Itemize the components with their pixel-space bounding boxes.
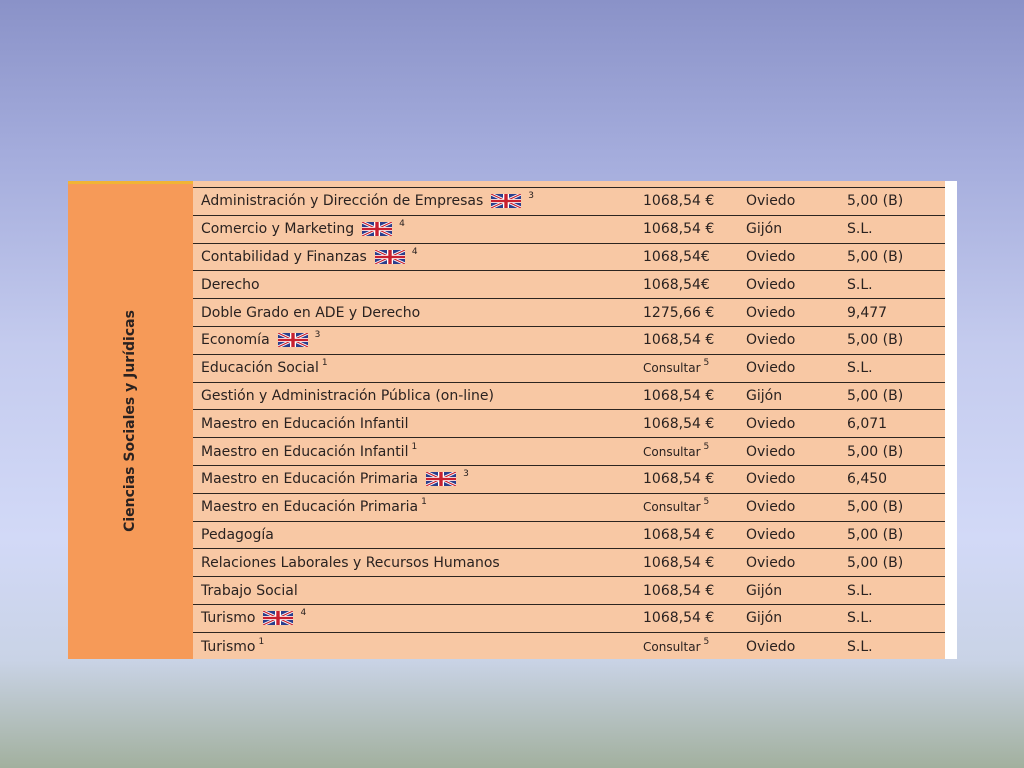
- degree-name-cell: [201, 522, 636, 549]
- campus-cell: Gijón: [746, 582, 783, 599]
- degree-name: Maestro en Educación Primaria: [201, 499, 419, 516]
- cutoff-grade-cell: 5,00 (B): [847, 554, 904, 571]
- degree-name: Gestión y Administración Pública (on-line): [201, 387, 495, 404]
- cutoff-grade-cell: S.L.: [847, 221, 873, 238]
- price-value: 1068,54 €: [643, 221, 715, 238]
- campus-cell: Oviedo: [746, 443, 796, 460]
- price-cell: [643, 355, 743, 382]
- degree-table: [68, 181, 957, 659]
- table-rows: [193, 181, 945, 659]
- price-value: 1275,66 €: [643, 304, 715, 321]
- degree-name-cell: [201, 355, 636, 382]
- footnote-mark: 1: [411, 441, 418, 452]
- cutoff-grade-cell: 5,00 (B): [847, 443, 904, 460]
- degree-name: Derecho: [201, 276, 260, 293]
- degree-name: Pedagogía: [201, 526, 274, 543]
- table-row: [193, 522, 945, 550]
- table-row: [193, 216, 945, 244]
- campus-cell: Oviedo: [746, 360, 796, 377]
- degree-name-cell: [201, 383, 636, 410]
- price-value: Consultar: [643, 639, 701, 654]
- price-value: 1068,54 €: [643, 193, 715, 210]
- campus-cell: Oviedo: [746, 304, 796, 321]
- campus-cell: Oviedo: [746, 638, 796, 655]
- degree-name: Trabajo Social: [201, 582, 298, 599]
- uk-flag-icon: [362, 222, 392, 236]
- footnote-mark: 5: [703, 497, 710, 508]
- degree-name: Relaciones Laborales y Recursos Humanos: [201, 554, 500, 571]
- price-value: 1068,54€: [643, 248, 710, 265]
- cutoff-grade-cell: 5,00 (B): [847, 248, 904, 265]
- degree-name: Maestro en Educación Primaria: [201, 471, 419, 488]
- price-value: Consultar: [643, 500, 701, 515]
- degree-name-cell: [201, 299, 636, 326]
- degree-name-cell: [201, 244, 636, 271]
- price-cell: [643, 549, 743, 576]
- table-edge: [945, 181, 957, 659]
- degree-name-cell: [201, 438, 636, 465]
- price-value: 1068,54 €: [643, 554, 715, 571]
- table-row: [193, 466, 945, 494]
- price-cell: [643, 466, 743, 493]
- price-cell: [643, 383, 743, 410]
- price-value: 1068,54 €: [643, 610, 715, 627]
- degree-name: Administración y Dirección de Empresas: [201, 193, 484, 210]
- cutoff-grade-cell: 5,00 (B): [847, 193, 904, 210]
- degree-name-cell: [201, 549, 636, 576]
- table-row: [193, 494, 945, 522]
- campus-cell: Oviedo: [746, 248, 796, 265]
- table-row: [193, 271, 945, 299]
- price-value: 1068,54 €: [643, 526, 715, 543]
- price-value: Consultar: [643, 361, 701, 376]
- cutoff-grade-cell: 6,071: [847, 415, 888, 432]
- campus-cell: Oviedo: [746, 471, 796, 488]
- footnote-mark: 5: [703, 441, 710, 452]
- price-cell: [643, 271, 743, 298]
- price-cell: [643, 216, 743, 243]
- footnote-mark: 3: [463, 469, 469, 480]
- price-value: 1068,54 €: [643, 471, 715, 488]
- campus-cell: Oviedo: [746, 554, 796, 571]
- cutoff-grade-cell: 5,00 (B): [847, 526, 904, 543]
- degree-name-cell: [201, 633, 636, 661]
- footnote-mark: 4: [411, 246, 418, 257]
- degree-name: Turismo: [201, 638, 256, 655]
- uk-flag-icon: [375, 250, 405, 264]
- degree-name-cell: [201, 605, 636, 632]
- campus-cell: Gijón: [746, 221, 783, 238]
- price-cell: [643, 522, 743, 549]
- degree-name: Turismo: [201, 610, 256, 627]
- price-value: 1068,54 €: [643, 582, 715, 599]
- campus-cell: Oviedo: [746, 415, 796, 432]
- price-cell: [643, 188, 743, 215]
- table-row: [193, 549, 945, 577]
- campus-cell: Oviedo: [746, 193, 796, 210]
- footnote-mark: 1: [258, 636, 265, 647]
- degree-name: Maestro en Educación Infantil: [201, 415, 409, 432]
- price-cell: [643, 438, 743, 465]
- category-label: Ciencias Sociales y Jurídicas: [122, 310, 138, 532]
- cutoff-grade-cell: 5,00 (B): [847, 387, 904, 404]
- price-cell: [643, 605, 743, 632]
- degree-name-cell: [201, 271, 636, 298]
- campus-cell: Gijón: [746, 387, 783, 404]
- footnote-mark: 1: [421, 497, 427, 508]
- degree-name: Maestro en Educación Infantil: [201, 443, 409, 460]
- degree-name: Economía: [201, 332, 270, 349]
- price-cell: [643, 494, 743, 521]
- price-cell: [643, 577, 743, 604]
- uk-flag-icon: [278, 333, 308, 347]
- table-row: [193, 299, 945, 327]
- campus-cell: Gijón: [746, 610, 783, 627]
- footnote-mark: 3: [314, 330, 321, 341]
- cutoff-grade-cell: S.L.: [847, 582, 873, 599]
- degree-name-cell: [201, 410, 636, 437]
- table-row: [193, 188, 945, 216]
- degree-name: Comercio y Marketing: [201, 221, 355, 238]
- degree-name-cell: [201, 216, 636, 243]
- table-row: [193, 355, 945, 383]
- footnote-mark: 5: [703, 636, 710, 647]
- uk-flag-icon: [491, 194, 521, 208]
- cutoff-grade-cell: 6,450: [847, 471, 888, 488]
- uk-flag-icon: [426, 472, 456, 486]
- footnote-mark: 4: [300, 608, 307, 619]
- footnote-mark: 5: [703, 358, 710, 369]
- cutoff-grade-cell: 9,477: [847, 304, 888, 321]
- table-row: [193, 438, 945, 466]
- degree-name: Doble Grado en ADE y Derecho: [201, 304, 421, 321]
- price-value: 1068,54 €: [643, 415, 715, 432]
- table-row: [193, 244, 945, 272]
- campus-cell: Oviedo: [746, 276, 796, 293]
- price-value: 1068,54€: [643, 276, 710, 293]
- price-cell: [643, 244, 743, 271]
- price-value: 1068,54 €: [643, 332, 715, 349]
- price-cell: [643, 633, 743, 661]
- cutoff-grade-cell: 5,00 (B): [847, 499, 904, 516]
- campus-cell: Oviedo: [746, 499, 796, 516]
- degree-name-cell: [201, 188, 636, 215]
- cutoff-grade-cell: S.L.: [847, 610, 873, 627]
- price-value: Consultar: [643, 444, 701, 459]
- price-cell: [643, 410, 743, 437]
- cutoff-grade-cell: 5,00 (B): [847, 332, 904, 349]
- price-value: 1068,54 €: [643, 387, 715, 404]
- uk-flag-icon: [263, 611, 293, 625]
- degree-name: Educación Social: [201, 360, 319, 377]
- campus-cell: Oviedo: [746, 332, 796, 349]
- degree-name-cell: [201, 466, 636, 493]
- table-row: [193, 410, 945, 438]
- table-row: [193, 633, 945, 661]
- table-row: [193, 383, 945, 411]
- footnote-mark: 1: [321, 358, 328, 369]
- table-row: [193, 327, 945, 355]
- table-row: [193, 605, 945, 633]
- degree-name: Contabilidad y Finanzas: [201, 248, 367, 265]
- degree-name-cell: [201, 327, 636, 354]
- footnote-mark: 3: [528, 191, 535, 202]
- footnote-mark: 4: [399, 219, 405, 230]
- degree-name-cell: [201, 494, 636, 521]
- campus-cell: Oviedo: [746, 526, 796, 543]
- cutoff-grade-cell: S.L.: [847, 276, 873, 293]
- table-row: [193, 577, 945, 605]
- degree-name-cell: [201, 577, 636, 604]
- cutoff-grade-cell: S.L.: [847, 638, 873, 655]
- price-cell: [643, 299, 743, 326]
- category-column: [68, 184, 193, 659]
- cutoff-grade-cell: S.L.: [847, 360, 873, 377]
- price-cell: [643, 327, 743, 354]
